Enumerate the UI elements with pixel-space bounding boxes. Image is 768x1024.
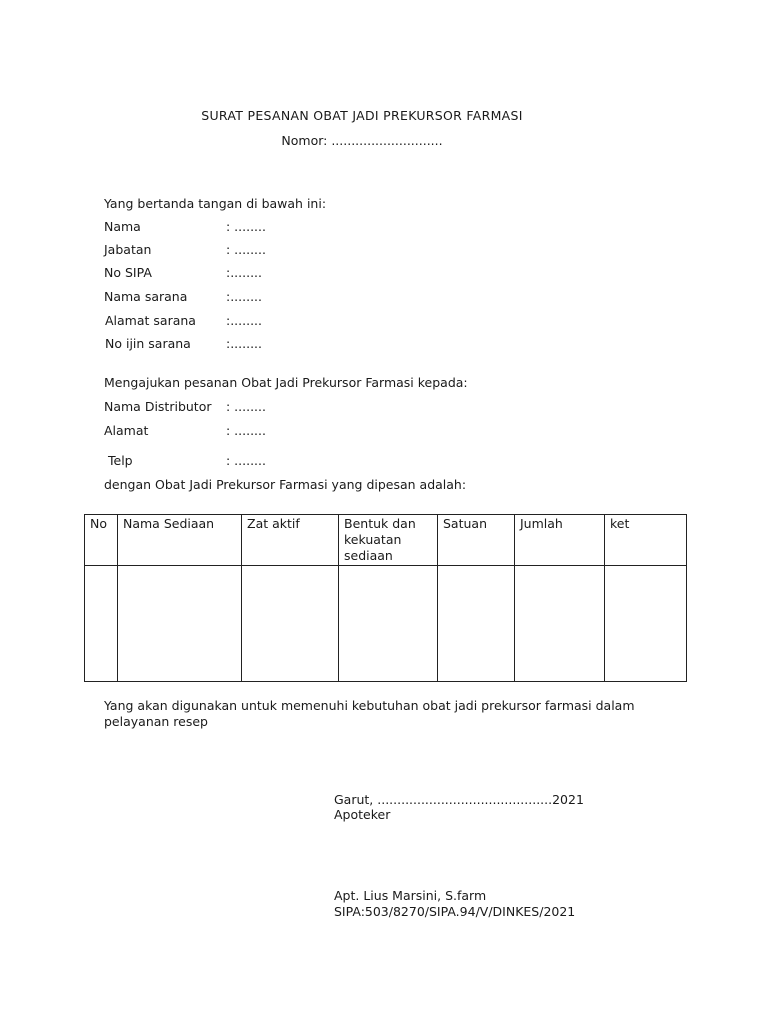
field-label-no-sipa: No SIPA: [104, 265, 152, 280]
table-header-row: [85, 515, 687, 566]
purpose-text: Yang akan digunakan untuk memenuhi kebutuhan obat jadi prekursor farmasi dalam pelayanan resep: [104, 698, 635, 729]
field-value-telp: : ........: [226, 453, 266, 468]
field-value-alamat: : ........: [226, 423, 266, 438]
table-row: [85, 566, 687, 682]
intro-text: Yang bertanda tangan di bawah ini:: [104, 196, 327, 211]
field-value-no-ijin-sarana: :........: [226, 336, 262, 351]
field-value-alamat-sarana: :........: [226, 313, 262, 328]
signature-role: Apoteker: [334, 807, 391, 822]
table-header-cell: ket: [605, 515, 687, 566]
request-intro-text: Mengajukan pesanan Obat Jadi Prekursor Farmasi kepada:: [104, 375, 468, 390]
order-table: [84, 514, 687, 682]
table-cell: [118, 566, 242, 682]
field-label-no-ijin-sarana: No ijin sarana: [105, 336, 191, 351]
field-label-telp: Telp: [108, 453, 133, 468]
signatory-sipa: SIPA:503/8270/SIPA.94/V/DINKES/2021: [334, 904, 576, 919]
signatory-name: Apt. Lius Marsini, S.farm: [334, 888, 487, 903]
field-label-nama-distributor: Nama Distributor: [104, 399, 212, 414]
table-header-cell: No: [85, 515, 118, 566]
signature-place-date: Garut, ............................................2021: [334, 792, 584, 807]
field-label-nama-sarana: Nama sarana: [104, 289, 188, 304]
field-label-alamat-sarana: Alamat sarana: [105, 313, 196, 328]
table-cell: [242, 566, 339, 682]
table-cell: [85, 566, 118, 682]
field-label-nama: Nama: [104, 219, 141, 234]
table-cell: [438, 566, 515, 682]
table-cell: [339, 566, 438, 682]
table-header-cell: Bentuk dan kekuatan sediaan: [339, 515, 438, 566]
table-header-cell: Zat aktif: [242, 515, 339, 566]
field-label-alamat: Alamat: [104, 423, 149, 438]
document-title: SURAT PESANAN OBAT JADI PREKURSOR FARMASI: [201, 108, 523, 123]
table-cell: [515, 566, 605, 682]
table-cell: [605, 566, 687, 682]
field-value-nama: : ........: [226, 219, 266, 234]
items-intro-text: dengan Obat Jadi Prekursor Farmasi yang dipesan adalah:: [104, 477, 467, 492]
field-label-jabatan: Jabatan: [104, 242, 152, 257]
field-value-nama-sarana: :........: [226, 289, 262, 304]
table-header-cell: Nama Sediaan: [118, 515, 242, 566]
field-value-jabatan: : ........: [226, 242, 266, 257]
table-header-cell: Jumlah: [515, 515, 605, 566]
document-number: Nomor: ............................: [281, 133, 443, 148]
table-header-cell: Satuan: [438, 515, 515, 566]
field-value-no-sipa: :........: [226, 265, 262, 280]
field-value-nama-distributor: : ........: [226, 399, 266, 414]
